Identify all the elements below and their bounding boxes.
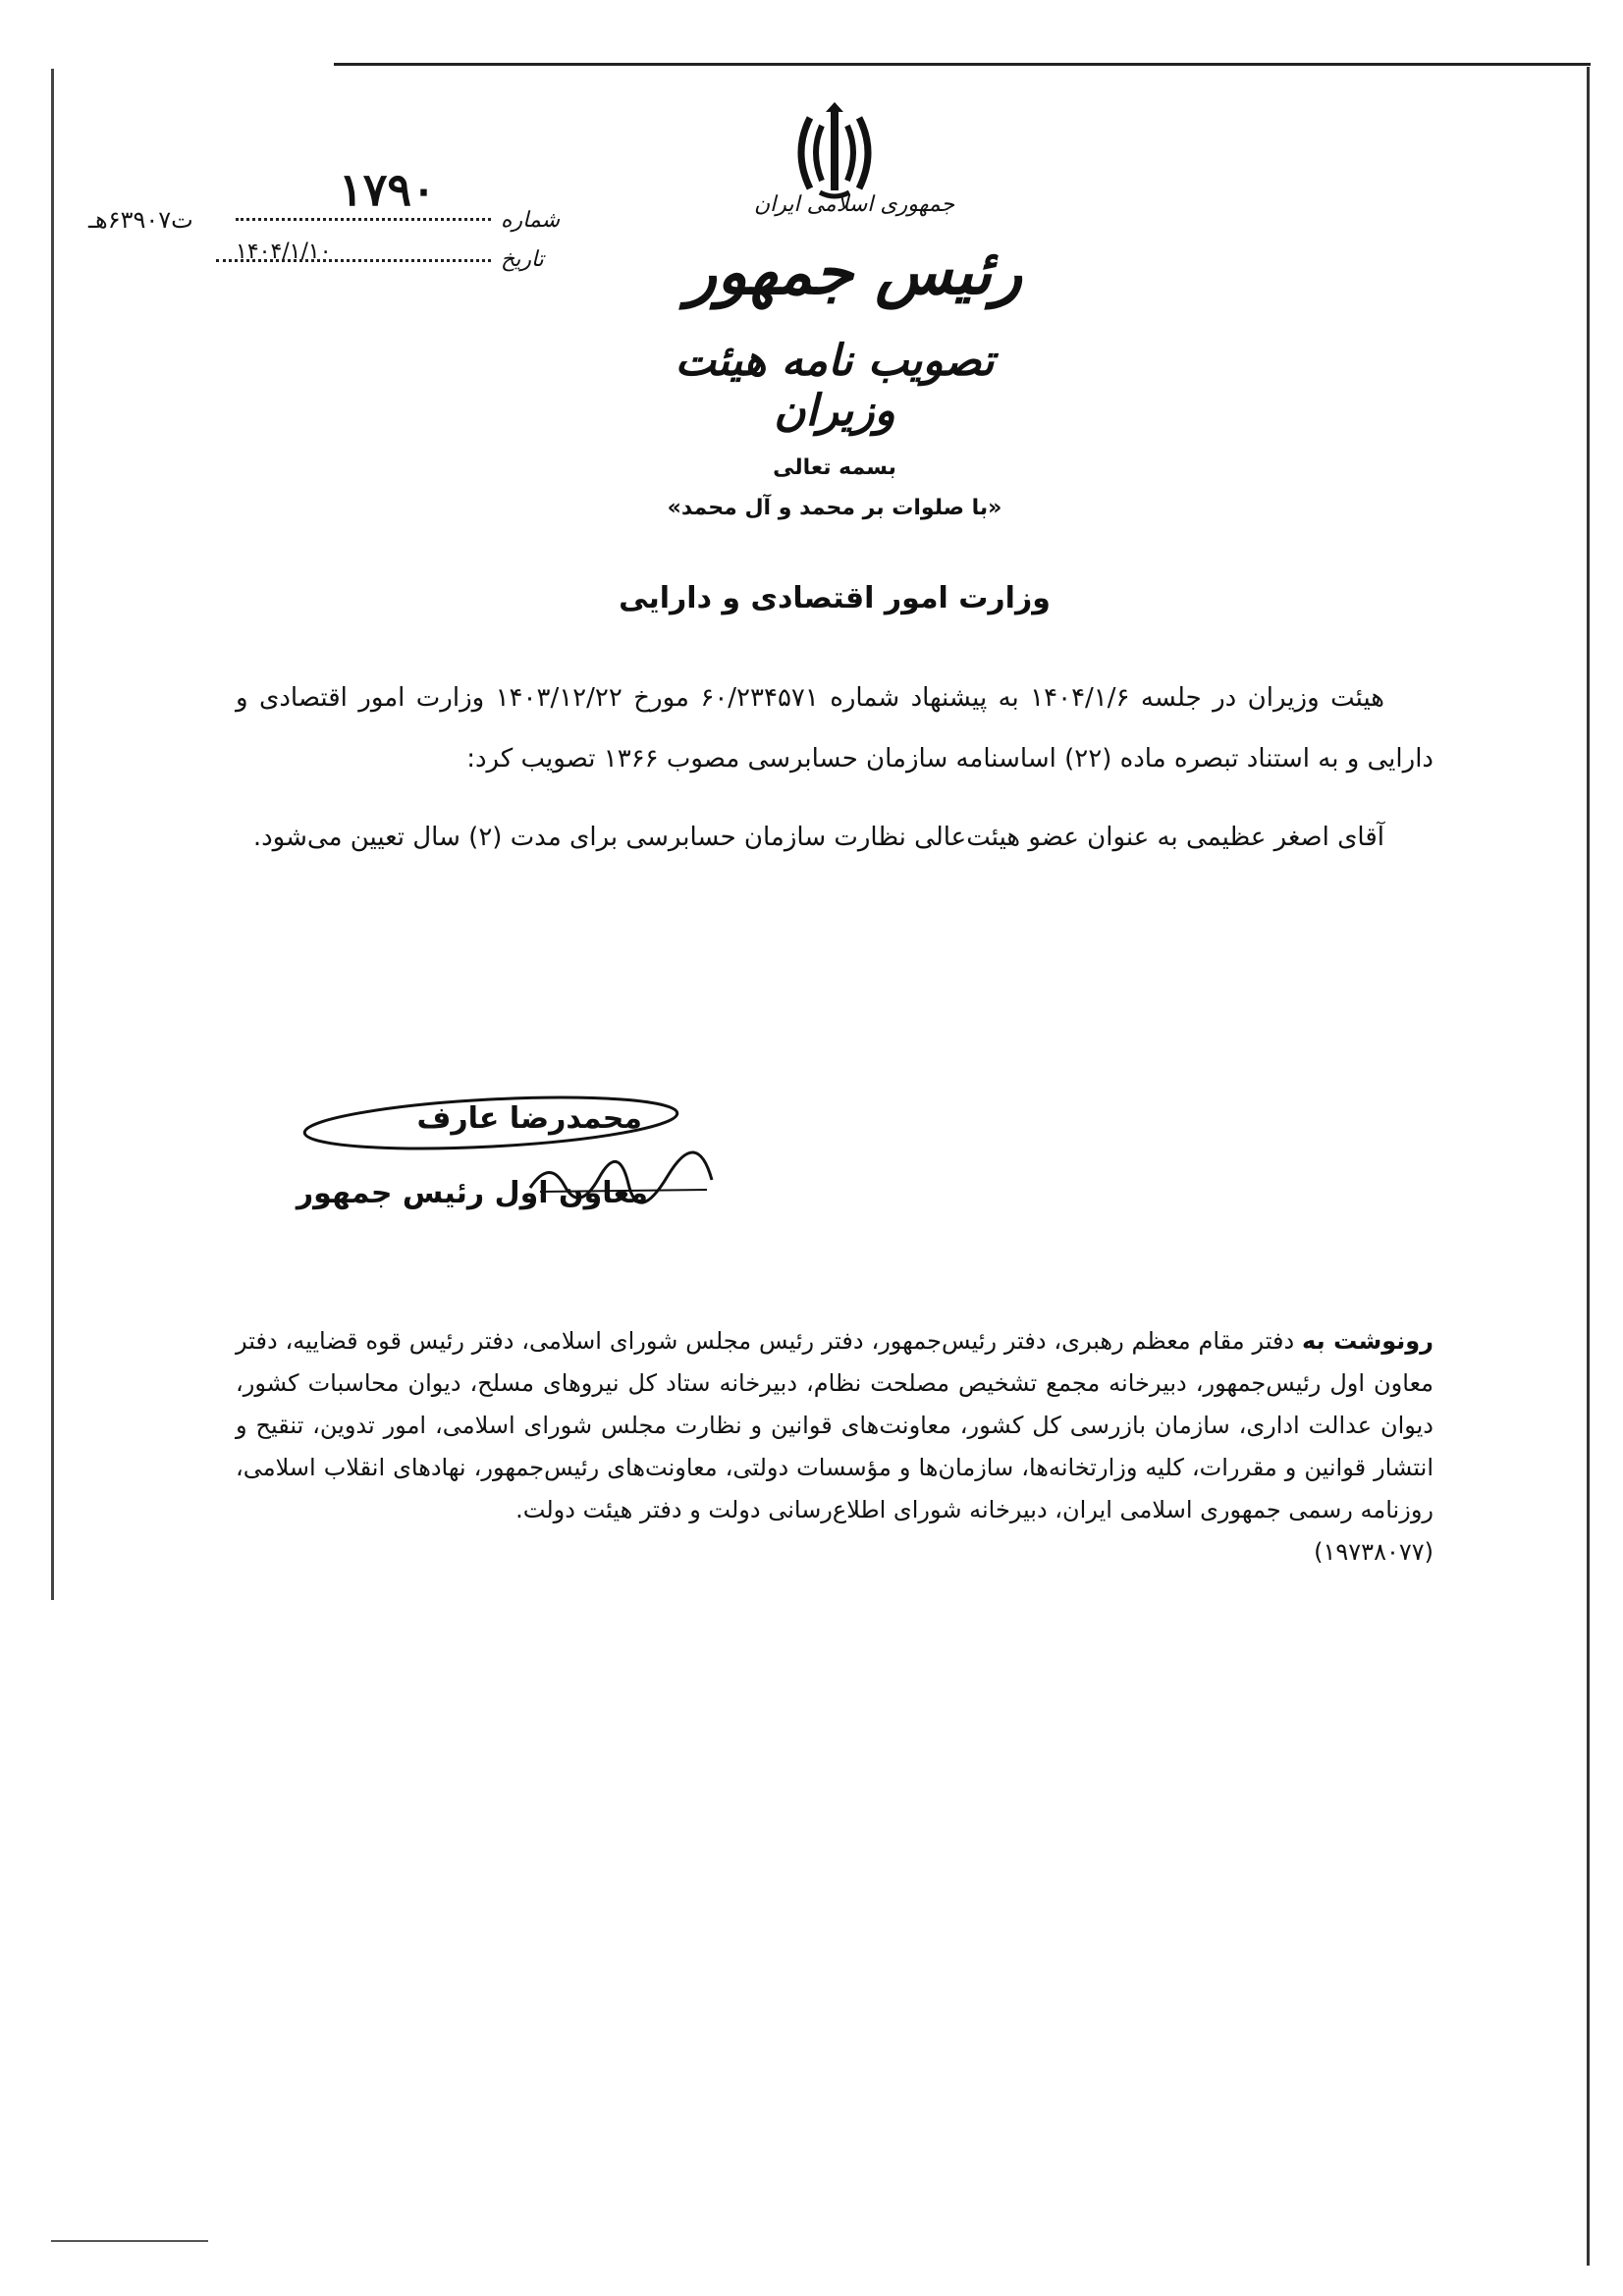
addressee: وزارت امور اقتصادی و دارایی <box>619 581 1051 615</box>
salawat: «با صلوات بر محمد و آل محمد» <box>667 496 1002 520</box>
body-paragraph: آقای اصغر عظیمی به عنوان عضو هیئت‌عالی نظارت سازمان حسابرسی برای مدت (۲) سال تعیین می‌شود. <box>252 823 1384 852</box>
letter-number-label: شماره <box>501 208 561 233</box>
signer-title: معاون اول رئیس جمهور <box>296 1176 648 1210</box>
left-edge-line <box>51 69 54 1600</box>
letter-date-label: تاریخ <box>501 247 544 272</box>
top-edge-line <box>334 63 1591 66</box>
letter-number-value: ۱۷۹۰ <box>339 163 436 216</box>
basmala: بسمه تعالی <box>773 455 896 480</box>
letter-date-value: ۱۴۰۴/۱/۱۰ <box>236 240 332 264</box>
number-dotted-line <box>236 218 491 221</box>
cc-block <box>236 1320 1434 1574</box>
document-meta <box>88 157 561 294</box>
cabinet-resolution-title: تصویب نامه هیئت وزیران <box>675 336 995 436</box>
date-dotted-line <box>216 259 491 262</box>
signature-block <box>295 1090 687 1237</box>
signer-name: محمدرضا عارف <box>416 1101 642 1136</box>
resolution-body <box>236 667 1434 868</box>
cc-label: رونوشت به <box>1302 1327 1434 1355</box>
iran-emblem-icon <box>781 98 889 206</box>
body-paragraph: هیئت وزیران در جلسه ۱۴۰۴/۱/۶ به پیشنهاد شماره ۶۰/۲۳۴۵۷۱ مورخ ۱۴۰۳/۱۲/۲۲ وزارت امور اقتصادی و دارایی و به استناد تبصره ماده (۲۲) اساسنامه سازمان حسابرسی مصوب ۱۳۶۶ تصویب کرد: <box>236 683 1434 774</box>
document-code: (۱۹۷۳۸۰۷۷) <box>1314 1538 1434 1566</box>
reference-code: ت۶۳۹۰۷هـ <box>88 206 193 234</box>
president-title: رئیس جمهور <box>686 236 1022 309</box>
republic-title: جمهوری اسلامی ایران <box>753 192 955 217</box>
cc-recipients: دفتر مقام معظم رهبری، دفتر رئیس‌جمهور، دفتر رئیس مجلس شورای اسلامی، دفتر رئیس قوه قضاییه، دفتر معاون اول رئیس‌جمهور، دبیرخانه مجمع تشخیص مصلحت نظام، دبیرخانه ستاد کل نیروهای مسلح، دیوان محاسبات کشور، دیوان عدالت اداری، سازمان بازرسی کل کشور، معاونت‌های قوانین و نظارت مجلس شورای اسلامی، امور تدوین، تنقیح و انتشار قوانین و مقررات، کلیه وزارتخانه‌ها، سازمان‌ها و مؤسسات دولتی، معاونت‌های رئیس‌جمهور، نهادهای انقلاب اسلامی، روزنامه رسمی جمهوری اسلامی ایران، دبیرخانه شورای اطلاع‌رسانی دولت و دفتر هیئت دولت. <box>236 1327 1434 1523</box>
right-edge-line <box>1587 67 1590 2266</box>
bottom-edge-line <box>51 2240 208 2242</box>
